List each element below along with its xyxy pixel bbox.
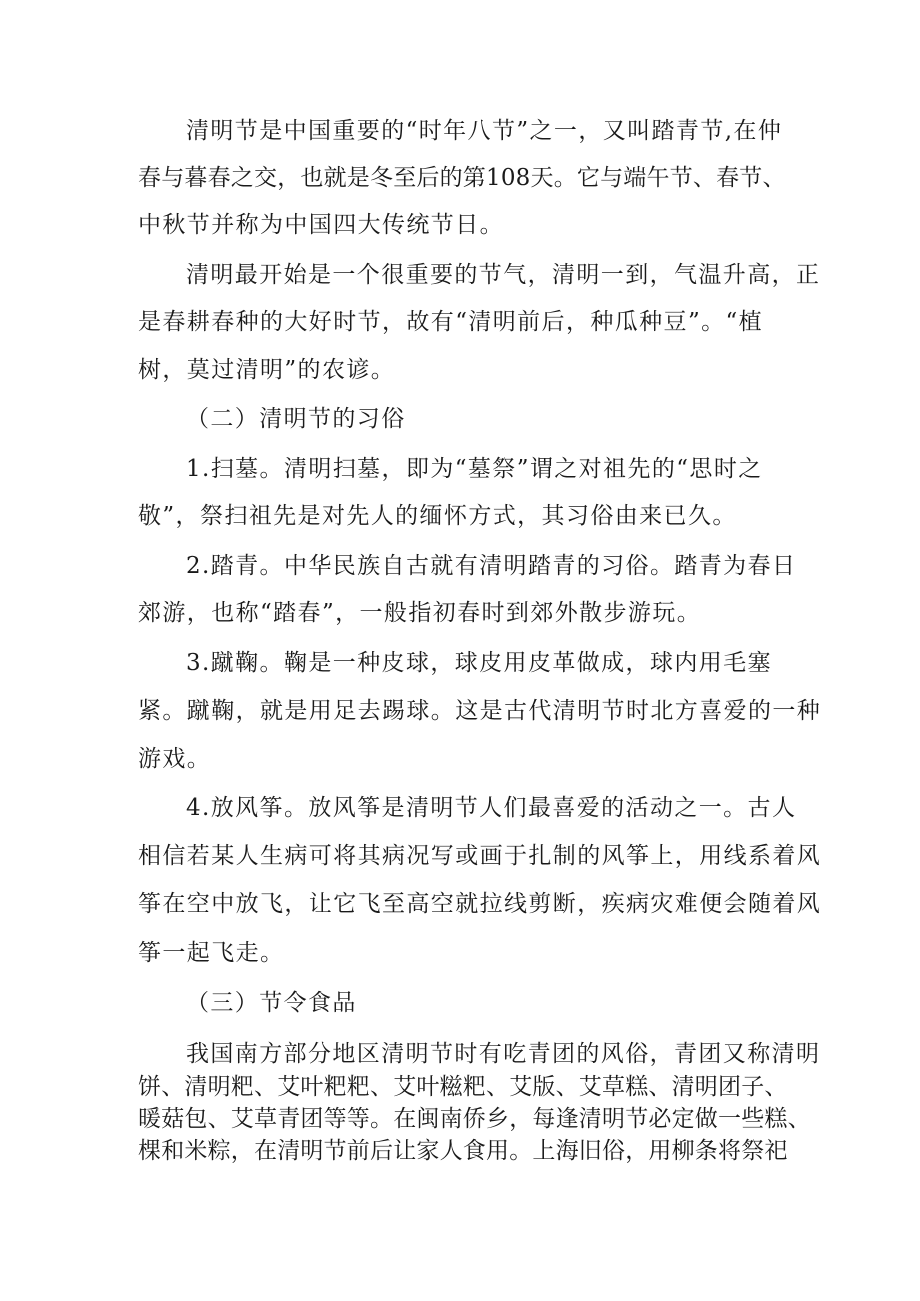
text-line: 4.放风筝。放风筝是清明节人们最喜爱的活动之一。古人 [186,795,797,821]
text-line: 3.蹴鞠。鞠是一种皮球，球皮用皮革做成，球内用毛塞 [186,650,772,676]
text-line: 饼、清明粑、艾叶粑粑、艾叶糍粑、艾版、艾草糕、清明团子、 [138,1074,788,1100]
text-line: 棵和米粽，在清明节前后让家人食用。上海旧俗，用柳条将祭祀 [138,1138,788,1164]
section-heading-customs: （二）清明节的习俗 [186,406,406,432]
text-line: 树，莫过清明”的农谚。 [138,357,396,383]
text-line: 中秋节并称为中国四大传统节日。 [138,212,504,238]
text-line: 清明节是中国重要的“时年八节”之一，又叫踏青节,在仲 [186,118,783,144]
text-line: 筝一起飞走。 [138,940,285,966]
text-line: 筝在空中放飞，让它飞至高空就拉线剪断，疾病灾难便会随着风 [138,891,822,917]
text-line: 1.扫墓。清明扫墓，即为“墓祭”谓之对祖先的“思时之 [186,456,763,482]
text-line: 2.踏青。中华民族自古就有清明踏青的习俗。踏青为春日 [186,553,797,579]
text-line: 相信若某人生病可将其病况写或画于扎制的风筝上，用线系着风 [138,843,822,869]
text-line: 是春耕春种的大好时节，故有“清明前后，种瓜种豆”。“植 [138,309,764,335]
text-line: 春与暮春之交，也就是冬至后的第108天。它与端午节、春节、 [138,165,786,191]
text-line: 紧。蹴鞠，就是用足去踢球。这是古代清明节时北方喜爱的一种 [138,698,822,724]
section-heading-festival-food: （三）节令食品 [186,990,357,1016]
text-line: 游戏。 [138,746,212,772]
text-line: 敬”，祭扫祖先是对先人的缅怀方式，其习俗由来已久。 [138,503,737,529]
text-line: 郊游，也称“踏春”，一般指初春时到郊外散步游玩。 [138,600,702,626]
text-line: 我国南方部分地区清明节时有吃青团的风俗，青团又称清明 [186,1041,821,1067]
text-line: 清明最开始是一个很重要的节气，清明一到，气温升高，正 [186,262,821,288]
text-line: 暖菇包、艾草青团等等。在闽南侨乡，每逢清明节必定做一些糕、 [138,1106,811,1132]
